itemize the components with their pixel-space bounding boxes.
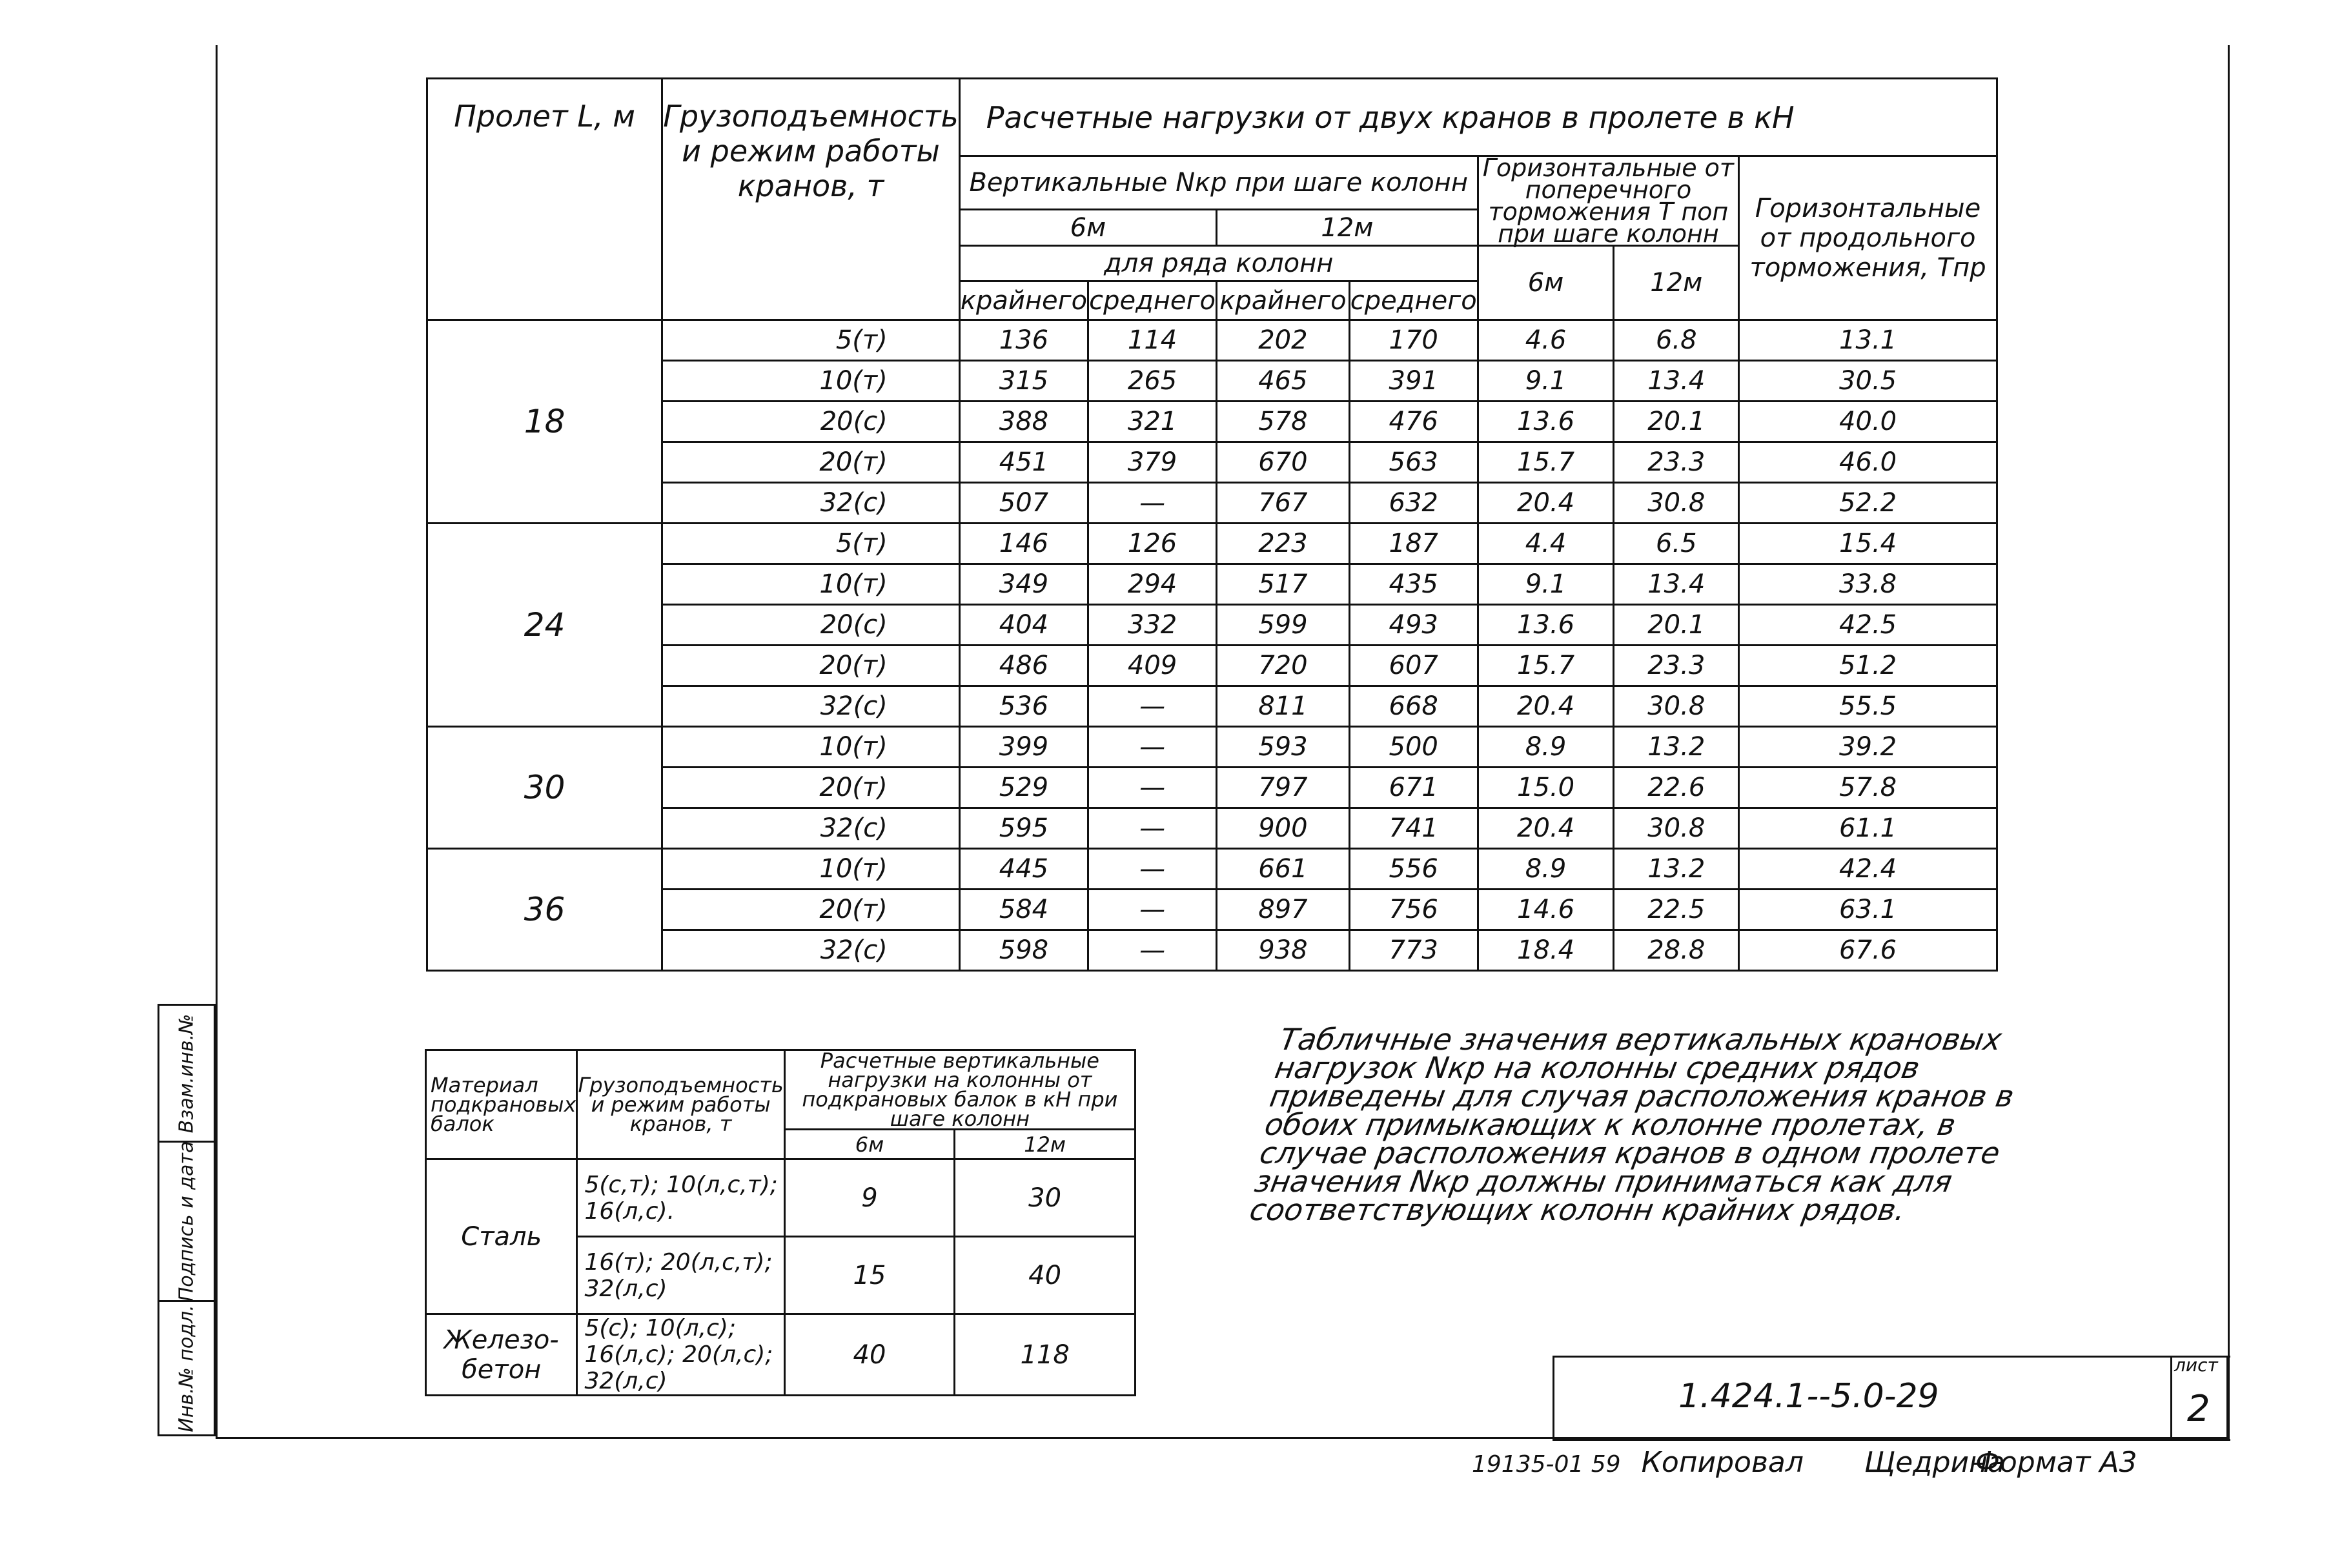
capacity-cell: 20(с) (662, 402, 960, 442)
value-cell: 670 (1217, 442, 1350, 483)
value-cell: 15.7 (1478, 646, 1614, 686)
value-cell: 13.2 (1614, 727, 1739, 768)
drawing-code: 1.424.1--5.0-29 (1678, 1377, 1939, 1416)
value-cell: 13.1 (1739, 320, 1997, 361)
capacity-cell: 20(с) (662, 605, 960, 646)
side-cell-signature (158, 1141, 216, 1302)
value-cell: 265 (1088, 361, 1217, 402)
value-cell: 20.4 (1478, 808, 1614, 849)
capacity-cell: 32(с) (662, 930, 960, 971)
crane-beam-loads-table (425, 1049, 1136, 1396)
value-cell: 451 (959, 442, 1088, 483)
value-cell: 938 (1217, 930, 1350, 971)
table-row (427, 686, 1997, 727)
value-cell: 42.4 (1739, 849, 1997, 890)
sub-row-steel-1 (426, 1159, 1135, 1237)
frame-left-line (216, 45, 218, 1437)
value-cell: 61.1 (1739, 808, 1997, 849)
value-cell: 33.8 (1739, 564, 1997, 605)
value-cell: 897 (1217, 890, 1350, 930)
value-cell: — (1088, 727, 1217, 768)
sub-capacity: 5(с); 10(л,с); 16(л,с); 20(л,с); 32(л,с) (577, 1314, 784, 1396)
value-cell: 599 (1217, 605, 1350, 646)
value-cell: 51.2 (1739, 646, 1997, 686)
value-cell: 30.8 (1614, 808, 1739, 849)
value-cell: 388 (959, 402, 1088, 442)
note-paragraph: Табличные значения вертикальных крановых нагрузок Nкр на колонны средних рядов приведены для случая расположения кранов в обоих примыкающих к колонне пролетах, в случае расположения кранов в одном пролете значения Nкр должны приниматься как для соответствующих колонн крайних рядов. (1247, 1022, 2017, 1227)
sub-header-step-6: 6м (784, 1130, 954, 1159)
header-span: Пролет L, м (427, 79, 662, 320)
footer-copy-line (1472, 1446, 2005, 1479)
value-cell: 39.2 (1739, 727, 1997, 768)
value-cell: 9.1 (1478, 564, 1614, 605)
footer-order: 19135-01 59 (1472, 1451, 1621, 1478)
table-row (427, 564, 1997, 605)
header-step-12: 12м (1217, 210, 1478, 246)
table-row (427, 320, 1997, 361)
sub-value-12: 40 (955, 1237, 1135, 1314)
value-cell: 294 (1088, 564, 1217, 605)
sub-material-steel: Сталь (426, 1159, 577, 1314)
value-cell: 146 (959, 524, 1088, 564)
table-row (427, 483, 1997, 524)
table-row (427, 930, 1997, 971)
value-cell: 28.8 (1614, 930, 1739, 971)
capacity-cell: 20(т) (662, 890, 960, 930)
value-cell: 720 (1217, 646, 1350, 686)
table-row (427, 646, 1997, 686)
value-cell: 671 (1349, 768, 1478, 808)
value-cell: 315 (959, 361, 1088, 402)
value-cell: 607 (1349, 646, 1478, 686)
sheet-label: лист (2174, 1354, 2218, 1376)
footer-copied: Копировал (1641, 1446, 1804, 1479)
sub-value-6: 40 (784, 1314, 954, 1396)
value-cell: 632 (1349, 483, 1478, 524)
header-middle-6: среднего (1088, 281, 1217, 320)
header-horiz-longitudinal: Горизонтальные от продольного торможения, Тпр (1739, 156, 1997, 320)
table-row (427, 361, 1997, 402)
value-cell: 20.4 (1478, 483, 1614, 524)
value-cell: 20.4 (1478, 686, 1614, 727)
value-cell: 6.5 (1614, 524, 1739, 564)
sheet-number: 2 (2187, 1388, 2210, 1430)
value-cell: 136 (959, 320, 1088, 361)
header-outer-6: крайнего (959, 281, 1088, 320)
value-cell: 811 (1217, 686, 1350, 727)
side-replaces-label: Взам.инв.№ (175, 1013, 198, 1133)
value-cell: 563 (1349, 442, 1478, 483)
footer-copier: Щедрина (1864, 1446, 2005, 1479)
sub-material-concrete: Железо-бетон (426, 1314, 577, 1396)
header-horiz-transverse: Горизонтальные от поперечного торможения Т поп при шаге колонн (1478, 156, 1738, 246)
value-cell: 409 (1088, 646, 1217, 686)
value-cell: 536 (959, 686, 1088, 727)
value-cell: 55.5 (1739, 686, 1997, 727)
value-cell: 767 (1217, 483, 1350, 524)
sub-value-6: 15 (784, 1237, 954, 1314)
value-cell: 57.8 (1739, 768, 1997, 808)
sub-row-concrete (426, 1314, 1135, 1396)
side-cell-replaces (158, 1004, 216, 1143)
table-row (427, 402, 1997, 442)
value-cell: 187 (1349, 524, 1478, 564)
table-row (427, 524, 1997, 564)
value-cell: 13.6 (1478, 605, 1614, 646)
capacity-cell: 5(т) (662, 524, 960, 564)
header-step-6: 6м (959, 210, 1216, 246)
capacity-cell: 10(т) (662, 564, 960, 605)
value-cell: — (1088, 686, 1217, 727)
value-cell: 435 (1349, 564, 1478, 605)
header-outer-12: крайнего (1217, 281, 1350, 320)
span-cell: 36 (427, 849, 662, 971)
value-cell: 529 (959, 768, 1088, 808)
span-cell: 30 (427, 727, 662, 849)
capacity-cell: 10(т) (662, 727, 960, 768)
value-cell: 4.6 (1478, 320, 1614, 361)
table-row (427, 849, 1997, 890)
value-cell: 404 (959, 605, 1088, 646)
value-cell: — (1088, 808, 1217, 849)
capacity-cell: 32(с) (662, 483, 960, 524)
value-cell: 22.6 (1614, 768, 1739, 808)
value-cell: 23.3 (1614, 646, 1739, 686)
table-row (427, 808, 1997, 849)
value-cell: 52.2 (1739, 483, 1997, 524)
span-cell: 24 (427, 524, 662, 727)
value-cell: 22.5 (1614, 890, 1739, 930)
value-cell: 13.4 (1614, 361, 1739, 402)
value-cell: 23.3 (1614, 442, 1739, 483)
side-stamp-strip (158, 1004, 216, 1436)
value-cell: 476 (1349, 402, 1478, 442)
value-cell: 13.6 (1478, 402, 1614, 442)
value-cell: 399 (959, 727, 1088, 768)
sub-capacity: 5(с,т); 10(л,с,т); 16(л,с). (577, 1159, 784, 1237)
side-signature-label: Подпись и дата (175, 1141, 198, 1302)
value-cell: 114 (1088, 320, 1217, 361)
value-cell: 8.9 (1478, 727, 1614, 768)
value-cell: 30.8 (1614, 483, 1739, 524)
sub-value-12: 30 (955, 1159, 1135, 1237)
capacity-cell: 20(т) (662, 768, 960, 808)
value-cell: 46.0 (1739, 442, 1997, 483)
value-cell: 391 (1349, 361, 1478, 402)
value-cell: 126 (1088, 524, 1217, 564)
header-capacity: Грузоподъемность и режим работы кранов, т (662, 79, 960, 320)
value-cell: 6.8 (1614, 320, 1739, 361)
header-middle-12: среднего (1349, 281, 1478, 320)
value-cell: — (1088, 483, 1217, 524)
value-cell: 15.7 (1478, 442, 1614, 483)
value-cell: 465 (1217, 361, 1350, 402)
sub-header-capacity: Грузоподъемность и режим работы кранов, т (577, 1050, 784, 1159)
side-cell-inv (158, 1300, 216, 1436)
value-cell: 170 (1349, 320, 1478, 361)
capacity-cell: 10(т) (662, 361, 960, 402)
table-row (427, 727, 1997, 768)
value-cell: 63.1 (1739, 890, 1997, 930)
value-cell: — (1088, 890, 1217, 930)
value-cell: 202 (1217, 320, 1350, 361)
value-cell: 20.1 (1614, 402, 1739, 442)
value-cell: 223 (1217, 524, 1350, 564)
value-cell: 379 (1088, 442, 1217, 483)
value-cell: 18.4 (1478, 930, 1614, 971)
capacity-cell: 32(с) (662, 686, 960, 727)
value-cell: 349 (959, 564, 1088, 605)
value-cell: 321 (1088, 402, 1217, 442)
value-cell: 13.2 (1614, 849, 1739, 890)
value-cell: 13.4 (1614, 564, 1739, 605)
value-cell: 15.4 (1739, 524, 1997, 564)
value-cell: — (1088, 849, 1217, 890)
value-cell: 773 (1349, 930, 1478, 971)
sub-value-6: 9 (784, 1159, 954, 1237)
value-cell: — (1088, 768, 1217, 808)
table-row (427, 442, 1997, 483)
value-cell: 661 (1217, 849, 1350, 890)
value-cell: 507 (959, 483, 1088, 524)
value-cell: 598 (959, 930, 1088, 971)
value-cell: 8.9 (1478, 849, 1614, 890)
crane-loads-table (426, 77, 1998, 972)
value-cell: 578 (1217, 402, 1350, 442)
value-cell: 9.1 (1478, 361, 1614, 402)
table-row (427, 768, 1997, 808)
value-cell: 42.5 (1739, 605, 1997, 646)
value-cell: 445 (959, 849, 1088, 890)
table-row (427, 890, 1997, 930)
span-cell: 18 (427, 320, 662, 524)
value-cell: 584 (959, 890, 1088, 930)
value-cell: 30.8 (1614, 686, 1739, 727)
value-cell: 20.1 (1614, 605, 1739, 646)
value-cell: 40.0 (1739, 402, 1997, 442)
value-cell: 517 (1217, 564, 1350, 605)
table-row (427, 605, 1997, 646)
header-vertical: Вертикальные Nкр при шаге колонн (959, 156, 1478, 210)
value-cell: 756 (1349, 890, 1478, 930)
sub-header-material: Материал подкрановых балок (426, 1050, 577, 1159)
sub-header-loads: Расчетные вертикальные нагрузки на колонны от подкрановых балок в кН при шаге колонн (784, 1050, 1135, 1130)
value-cell: 30.5 (1739, 361, 1997, 402)
sub-value-12: 118 (955, 1314, 1135, 1396)
capacity-cell: 32(с) (662, 808, 960, 849)
crane-loads-body (427, 320, 1997, 971)
header-loads: Расчетные нагрузки от двух кранов в пролете в кН (959, 79, 1997, 156)
value-cell: 332 (1088, 605, 1217, 646)
header-h-6: 6м (1478, 246, 1614, 320)
value-cell: 593 (1217, 727, 1350, 768)
value-cell: 595 (959, 808, 1088, 849)
header-h-12: 12м (1614, 246, 1739, 320)
value-cell: 486 (959, 646, 1088, 686)
value-cell: 493 (1349, 605, 1478, 646)
value-cell: 741 (1349, 808, 1478, 849)
footer-format: Формат А3 (1975, 1446, 2137, 1479)
value-cell: 14.6 (1478, 890, 1614, 930)
capacity-cell: 20(т) (662, 442, 960, 483)
value-cell: 67.6 (1739, 930, 1997, 971)
value-cell: 556 (1349, 849, 1478, 890)
value-cell: 15.0 (1478, 768, 1614, 808)
value-cell: 900 (1217, 808, 1350, 849)
value-cell: 500 (1349, 727, 1478, 768)
sub-header-step-12: 12м (955, 1130, 1135, 1159)
frame-right-line (2228, 45, 2230, 1439)
capacity-cell: 5(т) (662, 320, 960, 361)
capacity-cell: 10(т) (662, 849, 960, 890)
value-cell: 668 (1349, 686, 1478, 727)
side-inv-label: Инв.№ подл. (175, 1304, 198, 1432)
capacity-cell: 20(т) (662, 646, 960, 686)
value-cell: 797 (1217, 768, 1350, 808)
value-cell: 4.4 (1478, 524, 1614, 564)
sub-capacity: 16(т); 20(л,с,т); 32(л,с) (577, 1237, 784, 1314)
header-for-row: для ряда колонн (959, 246, 1478, 281)
value-cell: — (1088, 930, 1217, 971)
